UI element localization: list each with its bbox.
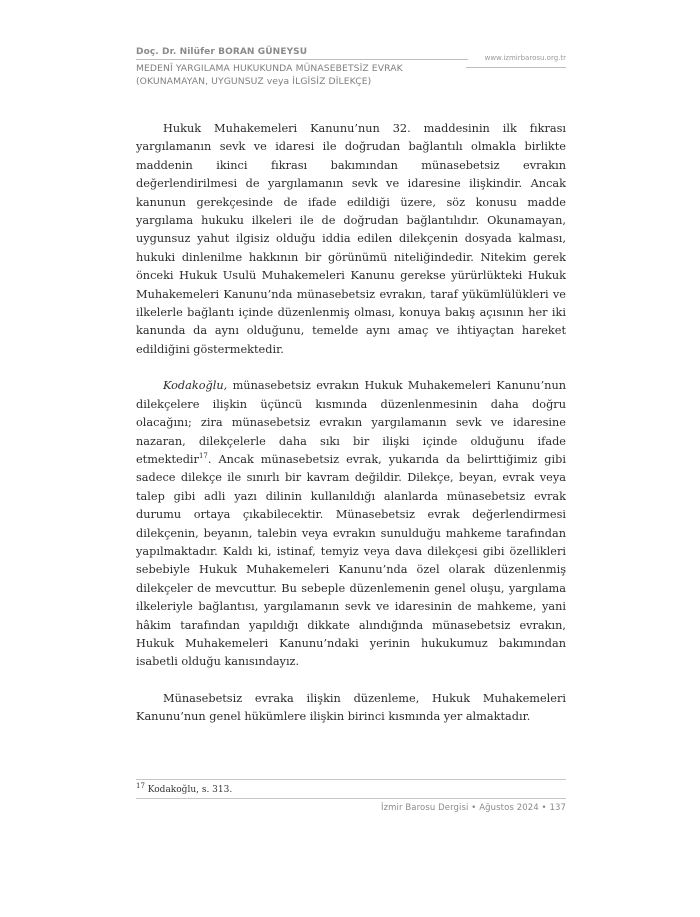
- paragraph-2: [136, 377, 566, 672]
- page-footer: İzmir Barosu Dergisi • Ağustos 2024 • 137: [380, 803, 566, 813]
- footnote-text: Kodakoğlu, s. 313.: [144, 785, 233, 795]
- footnote: [136, 782, 232, 795]
- paragraph-2-text-a: münasebetsiz evrakın Hukuk Muhakemeleri Kanunu’nun dilekçelere ilişkin üçüncü kısmında düzenlenmesinin daha doğru olacağını; zira münasebetsiz evrakın yargılamanın sevk ve idaresine nazaran, dilekçelerle daha sıkı bir ilişki içinde olduğunu ifade etmektedir: [136, 379, 566, 466]
- paragraph-3: Münasebetsiz evraka ilişkin düzenleme, Hukuk Muhakemeleri Kanunu’nun genel hükümlere ilişkin birinci kısmında yer almaktadır.: [136, 691, 566, 724]
- paragraph-2-text-b: . Ancak münasebetsiz evrak, yukarıda da belirttiğimiz gibi sadece dilekçe ile sınırlı bir kavram değildir. Dilekçe, beyan, evrak veya talep gibi adli yazı dilinin kullanıldığı alanlarda münasebetsiz evrak durumu ortaya çıkabilecektir. Münasebetsiz evrak değerlendirmesi dilekçenin, beyanın, talebin veya evrakın sunulduğu mahkeme tarafından yapılmaktadır. Kaldı ki, istinaf, temyiz veya dava dilekçesi gibi özellikleri sebebiyle Hukuk Muhakemeleri Kanunu’nda özel olarak düzenlenmiş dilekçeler de mevcuttur. Bu sebeple düzenlemenin genel oluşu, yargılama ilkeleriyle bağlantısı, yargılamanın sevk ve idaresinin de mahkeme, yani hâkim tarafından yapıldığı dikkate alındığında münasebetsiz evrakın, Hukuk Muhakemeleri Kanunu’ndaki yerinin hukukumuz bakımından isabetli olduğu kanısındayız.: [136, 452, 566, 669]
- footer-divider: [136, 798, 566, 799]
- paragraph-1: Hukuk Muhakemeleri Kanunu’nun 32. maddesinin ilk fıkrası yargılamanın sevk ve idaresi ile doğrudan bağlantılı olmakla birlikte maddenin ikinci fıkrası bakımından münasebetsiz evrakın değerlendirilmesi de yargılamanın sevk ve idaresine ilişkindir. Ancak kanunun gerekçesinde de ifade edildiği üzere, söz konusu madde yargılama hukuku ilkeleri ile de doğrudan bağlantılıdır. Okunamayan, uygunsuz yahut ilgisiz olduğu iddia edilen dilekçenin dosyada kalması, hukuki dinlenilme hakkının bir görünümü niteliğindedir. Nitekim gerek önceki Hukuk Usulü Muhakemeleri Kanunu gerekse yürürlükteki Hukuk Muhakemeleri Kanunu’nda münasebetsiz evrakın, taraf yükümlülükleri ve ilkelerle bağlantı içinde düzenlenmiş olması, konuya bakış açısının her iki kanunda da aynı olduğunu, temelde aynı amaç ve ihtiyaçtan hareket edildiğini göstermektedir.: [136, 122, 566, 356]
- cited-author: Kodakoğlu,: [163, 379, 228, 393]
- header-divider: [136, 59, 468, 60]
- footnote-reference: 17: [198, 452, 208, 461]
- header-url: www.izmirbarosu.org.tr: [484, 54, 566, 62]
- article-body: [136, 120, 566, 745]
- header-title-line-2: (OKUNAMAYAN, UYGUNSUZ veya İLGİSİZ DİLEKÇE): [136, 76, 372, 87]
- footnote-number: 17: [136, 782, 145, 790]
- header-url-divider: [466, 67, 566, 68]
- header-author: Doç. Dr. Nilüfer BORAN GÜNEYSU: [136, 47, 308, 57]
- header-title-line-1: MEDENÎ YARGILAMA HUKUKUNDA MÜNASEBETSİZ EVRAK: [136, 63, 403, 74]
- header-article-title: [136, 62, 466, 88]
- footnote-divider: [136, 779, 566, 780]
